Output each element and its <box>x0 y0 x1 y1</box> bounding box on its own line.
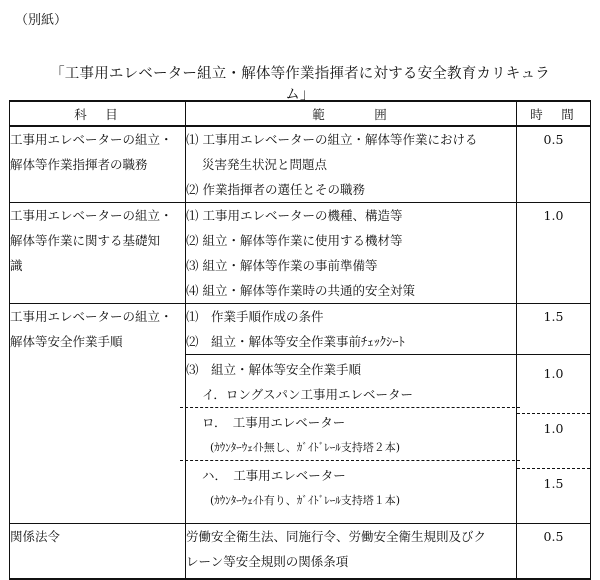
range-line: ⑶ 組立・解体等作業の事前準備等 <box>186 258 378 273</box>
range-line: ⑴ 工事用エレベーターの機種、構造等 <box>186 208 403 223</box>
procedure-item-label: ロ． 工事用エレベーター <box>202 415 346 430</box>
range-cell <box>186 524 517 580</box>
procedure-hours: 1.0 <box>517 413 590 468</box>
subject-line: 識 <box>10 258 23 273</box>
range-cell <box>186 203 517 304</box>
subject-cell <box>10 203 186 304</box>
hours-cell: 0.5 <box>517 524 591 580</box>
range-line: ⑵ 組立・解体等作業に使用する機材等 <box>186 233 403 248</box>
subject-line: 関係法令 <box>10 529 61 544</box>
range-line: ⑵ 作業指揮者の選任とその職務 <box>186 182 365 197</box>
subject-cell <box>10 304 186 524</box>
range-line: 労働安全衛生法、同施行令、労働安全衛生規則及びク <box>186 529 487 544</box>
table-header-row <box>10 101 591 126</box>
hours-cell: 1.0 <box>517 203 591 304</box>
hours-cell: 1.5 <box>517 304 591 355</box>
procedure-section <box>180 355 520 407</box>
range-line: ⑵ 組立・解体等安全作業事前ﾁｪｯｸｼｰﾄ <box>186 334 405 349</box>
procedure-hours: 1.0 <box>543 366 564 381</box>
header-range: 範 囲 <box>186 101 517 126</box>
range-line: ⑶ 組立・解体等安全作業手順 <box>186 362 362 377</box>
subject-line: 工事用エレベーターの組立・ <box>10 208 173 223</box>
header-subject: 科 目 <box>10 101 186 126</box>
curriculum-table <box>9 100 591 580</box>
annex-label: （別紙） <box>15 13 68 28</box>
page-title: 「工事用エレベーター組立・解体等作業指揮者に対する安全教育カリキュラム」 <box>50 66 550 103</box>
table-row <box>10 304 591 355</box>
header-hours: 時 間 <box>517 101 591 126</box>
procedure-item-note: (ｶｳﾝﾀｰｳｪｲﾄ有り、ｶﾞｲﾄﾞﾚｰﾙ支持塔１本) <box>210 494 401 507</box>
range-line: ⑴ 作業手順作成の条件 <box>186 309 324 324</box>
procedure-section <box>180 460 520 513</box>
procedure-hours: 1.5 <box>517 468 590 523</box>
table-row <box>10 524 591 580</box>
procedure-item-label: イ．ロングスパン工事用エレベーター <box>202 387 414 402</box>
range-cell <box>186 304 517 355</box>
subject-cell <box>10 126 186 203</box>
procedure-item-note: (ｶｳﾝﾀｰｳｪｲﾄ無し、ｶﾞｲﾄﾞﾚｰﾙ支持塔２本) <box>210 441 401 454</box>
range-cell <box>186 126 517 203</box>
subject-cell <box>10 524 186 580</box>
subject-line: 解体等作業指揮者の職務 <box>10 157 148 172</box>
range-line: ⑷ 組立・解体等作業時の共通的安全対策 <box>186 283 415 298</box>
procedure-section <box>180 407 520 460</box>
range-line: ⑴ 工事用エレベーターの組立・解体等作業における <box>186 132 478 147</box>
table-row <box>10 126 591 203</box>
subject-line: 工事用エレベーターの組立・ <box>10 309 173 324</box>
table-row <box>10 203 591 304</box>
procedure-item-label: ハ． 工事用エレベーター <box>202 468 346 483</box>
subject-line: 工事用エレベーターの組立・ <box>10 132 173 147</box>
subject-line: 解体等作業に関する基礎知 <box>10 233 161 248</box>
subject-line: 解体等安全作業手順 <box>10 334 123 349</box>
hours-cell <box>517 355 591 524</box>
range-line: レーン等安全規則の関係条項 <box>186 554 349 569</box>
hours-cell: 0.5 <box>517 126 591 203</box>
range-line: 災害発生状況と問題点 <box>202 157 328 172</box>
range-cell <box>186 355 517 524</box>
